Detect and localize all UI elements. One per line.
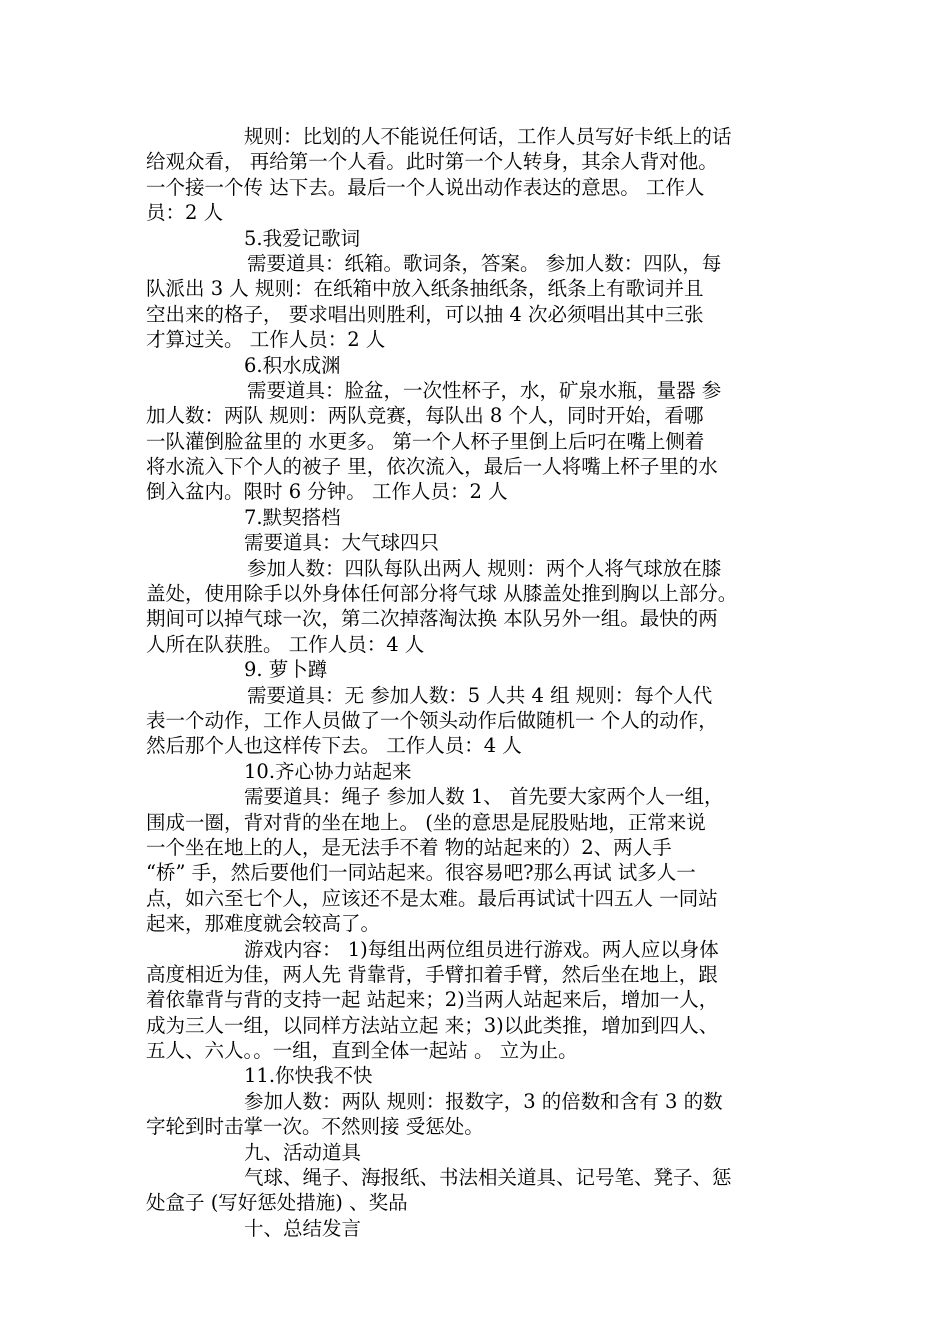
text-line: 围成一圈，背对背的坐在地上。 (坐的意思是屁股贴地，正常来说 <box>146 810 706 834</box>
text-line: 表一个动作，工作人员做了一个领头动作后做随机一 个人的动作， <box>146 708 718 732</box>
text-line: 需要道具：无 参加人数：5 人共 4 组 规则：每个人代 <box>247 683 713 707</box>
text-line: 规则：比划的人不能说任何话，工作人员写好卡纸上的话 <box>244 125 732 148</box>
text-line: 需要道具：脸盆，一次性杯子，水，矿泉水瓶，量器 参 <box>247 378 722 402</box>
text-line: 人所在队获胜。 工作人员：4 人 <box>146 632 425 656</box>
text-line: 高度相近为佳，两人先 背靠背，手臂扣着手臂，然后坐在地上，跟 <box>146 962 718 986</box>
text-line: 五人、六人。。一组，直到全体一起站 。 立为止。 <box>146 1039 578 1063</box>
document-body <box>146 124 806 1241</box>
text-line: 九、活动道具 <box>244 1140 362 1164</box>
text-line: 期间可以掉气球一次，第二次掉落淘汰换 本队另外一组。最快的两 <box>146 607 718 631</box>
text-line: 起来，那难度就会较高了。 <box>146 912 381 936</box>
text-line: 空出来的格子， 要求唱出则胜利，可以抽 4 次必须唱出其中三张 <box>146 302 704 326</box>
text-line: 气球、绳子、海报纸、书法相关道具、记号笔、凳子、惩 <box>244 1166 732 1190</box>
text-line: 游戏内容： 1)每组出两位组员进行游戏。两人应以身体 <box>244 937 719 961</box>
text-line: 成为三人一组，以同样方法站立起 来；3)以此类推，增加到四人、 <box>146 1013 719 1037</box>
text-line: 需要道具：绳子 参加人数 1、 首先要大家两个人一组， <box>244 785 724 809</box>
text-line: 将水流入下个人的被子 里，依次流入，最后一人将嘴上杯子里的水 <box>146 455 718 479</box>
text-line: 着依靠背与背的支持一起 站起来；2)当两人站起来后，增加一人， <box>146 988 719 1012</box>
text-line: “桥” 手，然后要他们一同站起来。很容易吧?那么再试 试多人一 <box>146 861 696 885</box>
text-line: 盖处，使用除手以外身体任何部分将气球 从膝盖处推到胸以上部分。 <box>146 582 738 606</box>
text-line: 11.你快我不快 <box>244 1064 373 1088</box>
text-line: 7.默契搭档 <box>244 505 341 529</box>
text-line: 才算过关。 工作人员：2 人 <box>146 328 386 352</box>
text-line: 一个坐在地上的人，是无法手不着 物的站起来的）2、两人手 <box>146 835 672 859</box>
text-line: 6.积水成渊 <box>244 353 341 377</box>
text-line: 5.我爱记歌词 <box>244 226 361 250</box>
text-line: 十、总结发言 <box>244 1216 362 1240</box>
text-line: 9. 萝卜蹲 <box>244 658 328 682</box>
text-line: 需要道具：纸箱。歌词条，答案。 参加人数：四队，每 <box>247 251 722 275</box>
text-line: 点，如六至七个人，应该还不是太难。最后再试试十四五人 一同站 <box>146 886 718 910</box>
text-line: 员：2 人 <box>146 201 224 225</box>
text-line: 10.齐心协力站起来 <box>244 759 412 783</box>
text-line: 处盒子 (写好惩处措施) 、奖品 <box>146 1191 408 1215</box>
text-line: 加人数：两队 规则：两队竞赛，每队出 8 个人，同时开始，看哪 <box>146 404 704 428</box>
text-line: 参加人数：四队每队出两人 规则：两个人将气球放在膝 <box>247 556 722 580</box>
text-line: 需要道具：大气球四只 <box>244 531 440 555</box>
text-line: 然后那个人也这样传下去。 工作人员：4 人 <box>146 734 522 758</box>
text-line: 一个接一个传 达下去。最后一个人说出动作表达的意思。 工作人 <box>146 175 705 199</box>
text-line: 参加人数：两队 规则：报数字，3 的倍数和含有 3 的数 <box>244 1089 723 1113</box>
text-line: 字轮到时击掌一次。不然则接 受惩处。 <box>146 1115 484 1139</box>
text-line: 倒入盆内。限时 6 分钟。 工作人员：2 人 <box>146 480 508 504</box>
text-line: 给观众看， 再给第一个人看。此时第一个人转身，其余人背对他。 <box>146 150 718 174</box>
text-line: 一队灌倒脸盆里的 水更多。 第一个人杯子里倒上后叼在嘴上侧着 <box>146 429 705 453</box>
text-line: 队派出 3 人 规则：在纸箱中放入纸条抽纸条，纸条上有歌词并且 <box>146 277 704 301</box>
